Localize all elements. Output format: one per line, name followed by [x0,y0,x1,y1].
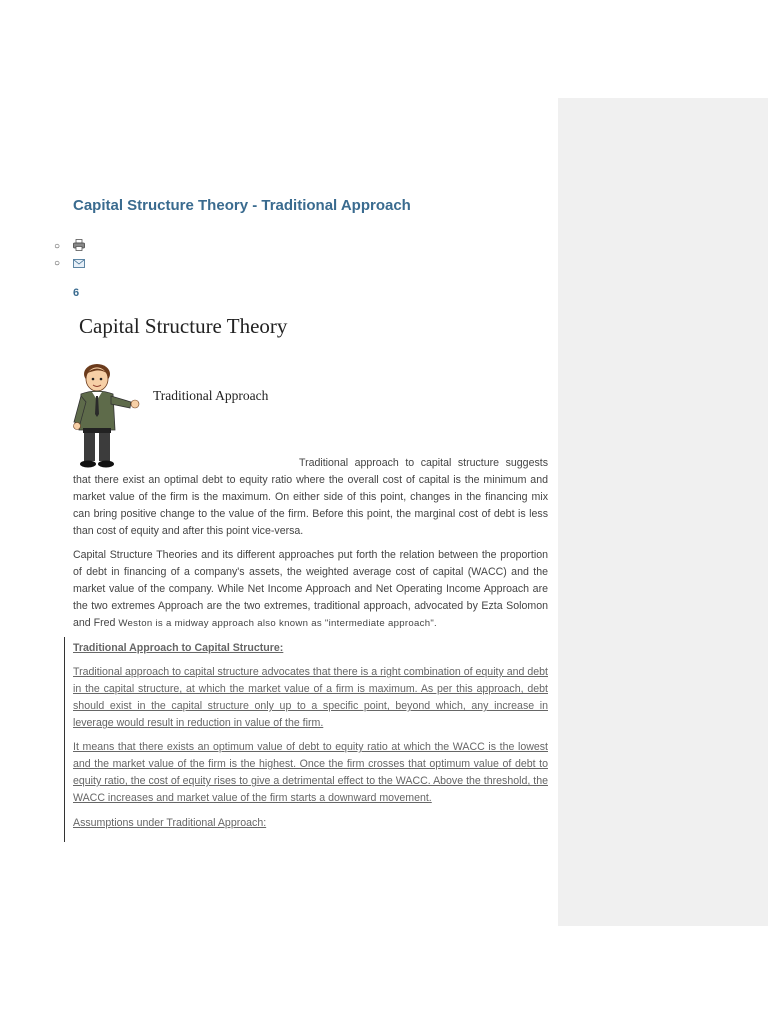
article-figure [73,310,313,470]
section-heading: Traditional Approach to Capital Structure: [73,642,284,654]
list-item [54,238,85,255]
comment-pane [558,98,768,926]
share-icon-list [54,238,85,272]
tracked-paragraph: It means that there exists an optimum value of debt to equity ratio at which the WACC is the lowest and the market value of the firm is the highest. Once the firm crosses that optimum value of debt to equity ratio, the cost of equity rises to give a detrimental effect to the WACC. Above the threshold, the WACC increases and market value of the firm starts a downward movement. [73,741,548,804]
figure-title: Capital Structure Theory [79,314,288,338]
comment-count[interactable]: 6 [73,287,80,299]
change-bar [64,637,65,842]
intro-paragraph: Traditional approach to capital structure suggests that there exist an optimal debt to equity ratio where the overall cost of capital is the minimum and market value of the firm is the maximum. On either side of this point, changes in the financing mix can bring positive change to the value of the firm. Before this point, the marginal cost of debt is less than cost of equity and after this point vice-versa. [73,457,548,537]
list-item [54,255,85,272]
cartoon-businessman-icon [73,360,143,470]
page-title: Capital Structure Theory - Traditional Approach [73,197,411,214]
tracked-paragraph: Assumptions under Traditional Approach: [73,817,267,829]
tracked-paragraph: Traditional approach to capital structure advocates that there is a right combination of equity and debt in the capital structure, at which the market value of a firm is maximum. As per this approach, debt should exist in the capital structure only up to a specific point, beyond which, any increase in leverage would result in reduction in value of the firm. [73,666,548,729]
email-icon[interactable] [73,255,85,273]
figure-subtitle: Traditional Approach [153,388,269,403]
body-paragraph-tail: Weston is a midway approach also known as "intermediate approach". [118,618,438,629]
print-icon[interactable] [73,238,85,256]
body-paragraph-main: Capital Structure Theories and its different approaches put forth the relation between the proportion of debt in financing of a company's assets, the weighted average cost of capital (WACC) and the market value of the company. While Net Income Approach and Net Operating Income Approach are the two extremes Approach are the two extremes, traditional approach, advocated by Ezta Solomon and Fred [73,549,548,629]
bullet-icon: ○ [54,258,61,269]
bullet-icon: ○ [54,241,61,252]
body-paragraph [73,547,548,632]
